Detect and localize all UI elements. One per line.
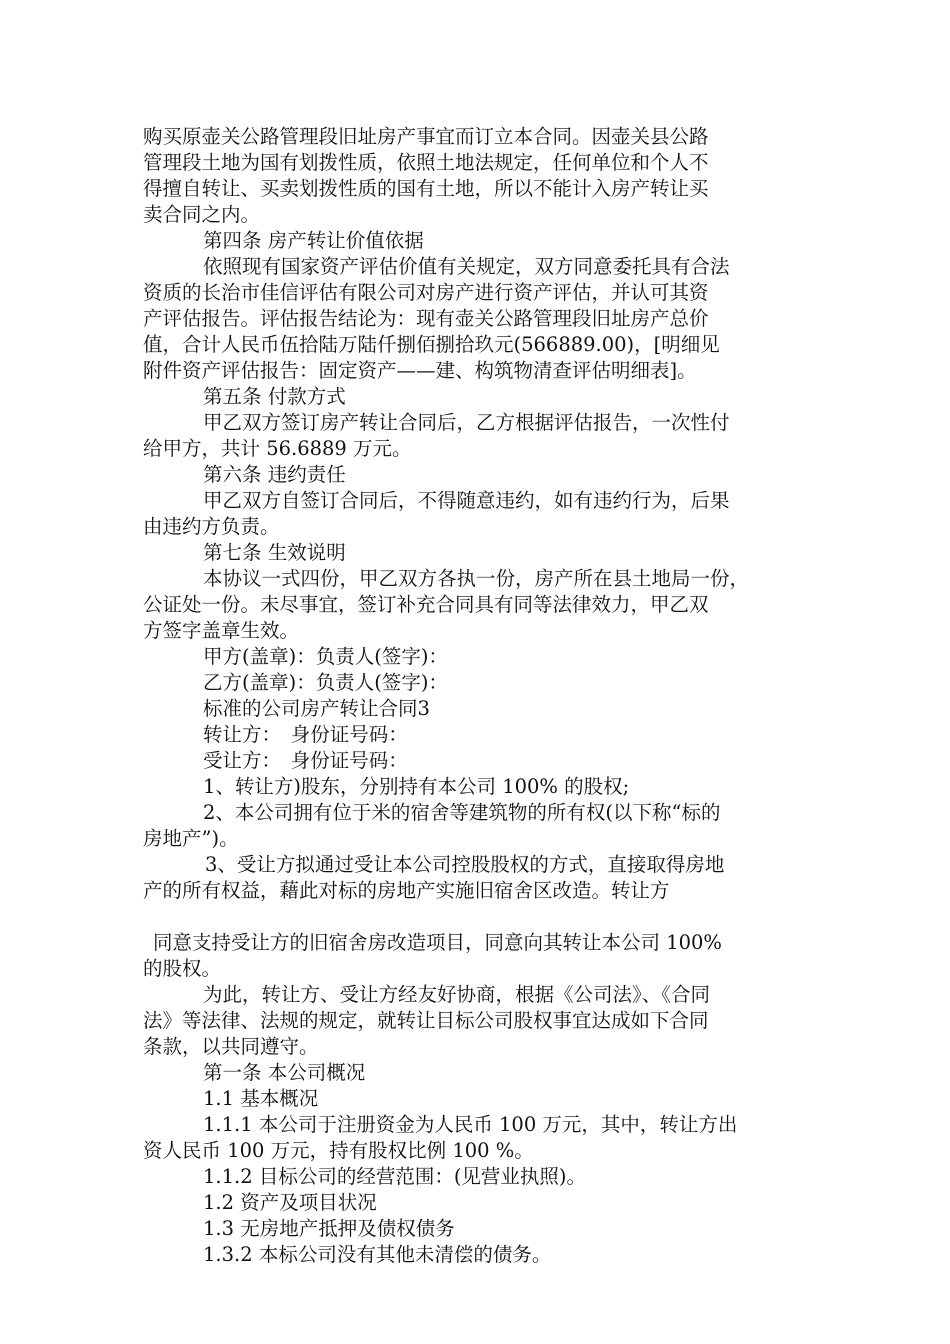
body-text-line: 房地产”)。 bbox=[143, 827, 239, 850]
body-text-line: 条款，以共同遵守。 bbox=[143, 1035, 319, 1058]
body-text-line: 同意支持受让方的旧宿舍房改造项目，同意向其转让本公司 100% bbox=[153, 931, 722, 954]
signature-line-party-b: 乙方(盖章)：负责人(签字)： bbox=[203, 671, 448, 694]
body-text-line: 由违约方负责。 bbox=[143, 515, 280, 538]
subsection-heading: 1.2 资产及项目状况 bbox=[203, 1191, 377, 1214]
transferor-line: 转让方： 身份证号码： bbox=[203, 723, 408, 746]
body-text-line: 3、受让方拟通过受让本公司控股股权的方式，直接取得房地 bbox=[205, 853, 725, 876]
body-text-line: 购买原壶关公路管理段旧址房产事宜而订立本合同。因壶关县公路 bbox=[143, 125, 709, 148]
body-text-line: 产评估报告。评估报告结论为：现有壶关公路管理段旧址房产总价 bbox=[143, 307, 709, 330]
body-text-line: 值，合计人民币伍拾陆万陆仟捌佰捌拾玖元(566889.00)，[明细见 bbox=[143, 333, 720, 356]
body-text-line: 为此，转让方、受让方经友好协商，根据《公司法》、《合同 bbox=[203, 983, 711, 1006]
body-text-line: 给甲方，共计 56.6889 万元。 bbox=[143, 437, 412, 460]
section-heading: 第一条 本公司概况 bbox=[203, 1061, 366, 1084]
body-text-line: 的股权。 bbox=[143, 957, 222, 980]
body-text-line: 附件资产评估报告：固定资产——建、构筑物清查评估明细表]。 bbox=[143, 359, 697, 382]
section-heading: 第六条 违约责任 bbox=[203, 463, 346, 486]
body-text-line: 管理段土地为国有划拨性质，依照土地法规定，任何单位和个人不 bbox=[143, 151, 709, 174]
signature-line-party-a: 甲方(盖章)：负责人(签字)： bbox=[203, 645, 448, 668]
body-text-line: 产的所有权益，藉此对标的房地产实施旧宿舍区改造。转让方 bbox=[143, 879, 670, 902]
body-text-line: 2、本公司拥有位于米的宿舍等建筑物的所有权(以下称“标的 bbox=[203, 801, 721, 824]
body-text-line: 1.1.2 目标公司的经营范围：(见营业执照)。 bbox=[203, 1165, 587, 1188]
body-text-line: 卖合同之内。 bbox=[143, 203, 261, 226]
body-text-line: 甲乙双方签订房产转让合同后，乙方根据评估报告，一次性付 bbox=[203, 411, 730, 434]
section-heading: 第五条 付款方式 bbox=[203, 385, 346, 408]
subsection-heading: 1.3 无房地产抵押及债权债务 bbox=[203, 1217, 455, 1240]
body-text-line: 依照现有国家资产评估价值有关规定，双方同意委托具有合法 bbox=[203, 255, 730, 278]
body-text-line: 得擅自转让、买卖划拨性质的国有土地，所以不能计入房产转让买 bbox=[143, 177, 709, 200]
section-heading: 第四条 房产转让价值依据 bbox=[203, 229, 424, 252]
body-text-line: 1.3.2 本标公司没有其他未清偿的债务。 bbox=[203, 1243, 552, 1266]
body-text-line: 资人民币 100 万元，持有股权比例 100 %。 bbox=[143, 1139, 534, 1162]
body-text-line: 1.1.1 本公司于注册资金为人民币 100 万元，其中，转让方出 bbox=[203, 1113, 738, 1136]
subsection-heading: 1.1 基本概况 bbox=[203, 1087, 319, 1110]
body-text-line: 公证处一份。未尽事宜，签订补充合同具有同等法律效力，甲乙双 bbox=[143, 593, 709, 616]
body-text-line: 方签字盖章生效。 bbox=[143, 619, 300, 642]
section-heading: 第七条 生效说明 bbox=[203, 541, 346, 564]
body-text-line: 资质的长治市佳信评估有限公司对房产进行资产评估，并认可其资 bbox=[143, 281, 709, 304]
transferee-line: 受让方： 身份证号码： bbox=[203, 749, 408, 772]
body-text-line: 甲乙双方自签订合同后，不得随意违约，如有违约行为，后果 bbox=[203, 489, 730, 512]
contract-title: 标准的公司房产转让合同3 bbox=[203, 697, 430, 720]
body-text-line: 1、转让方)股东，分别持有本公司 100% 的股权; bbox=[203, 775, 630, 798]
body-text-line: 本协议一式四份，甲乙双方各执一份，房产所在县土地局一份， bbox=[203, 567, 750, 590]
body-text-line: 法》等法律、法规的规定，就转让目标公司股权事宜达成如下合同 bbox=[143, 1009, 709, 1032]
